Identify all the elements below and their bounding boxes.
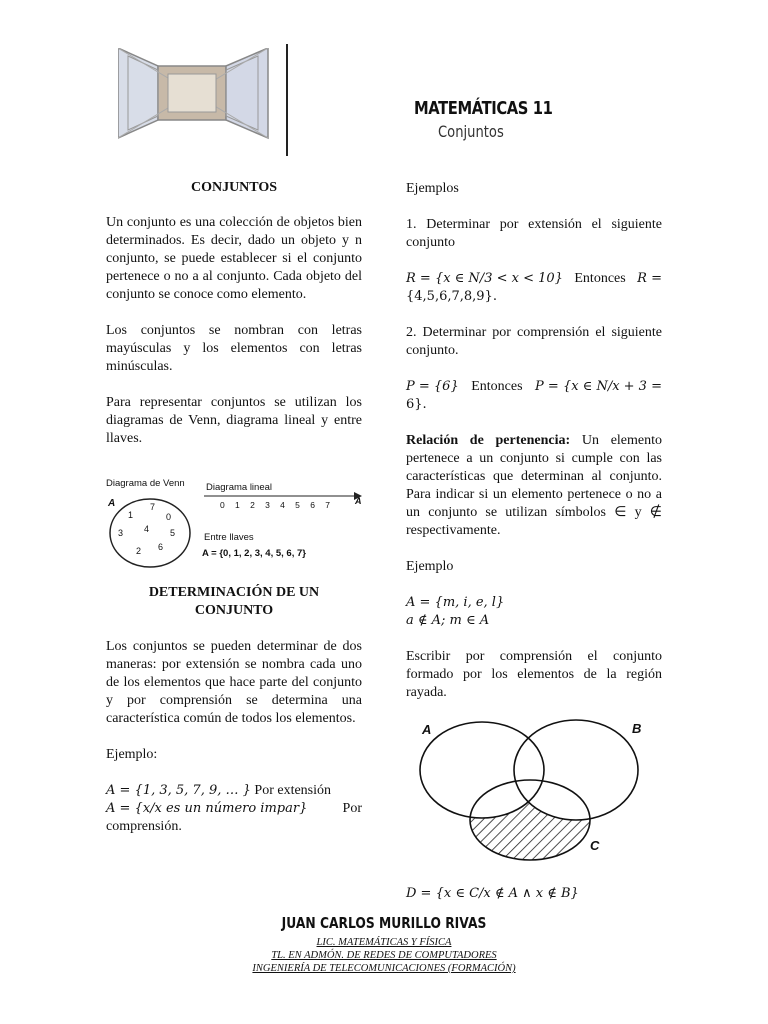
math-expression: R = bbox=[637, 271, 662, 286]
venn-three-sets-diagram bbox=[412, 712, 662, 862]
venn-label-a: A bbox=[422, 722, 432, 737]
venn-number: 1 bbox=[128, 510, 134, 520]
final-set-expression: D = {x ∈ C/x ∉ A ∧ x ∉ B} bbox=[406, 886, 579, 901]
example-extension bbox=[106, 782, 362, 800]
membership-text: Un elemento pertenece a un conjunto si cumple con las características que determinan al conjunto. Para indicar si un elemento pertenece o no a un conjunto se utilizan símbolos ∈ y ∉ respectivamente. bbox=[406, 433, 663, 538]
math-expression: P = {6} bbox=[406, 379, 459, 394]
paragraph-exercise: Escribir por comprensión el conjunto formado por los elementos de la región rayada. bbox=[406, 649, 662, 700]
venn-number: 4 bbox=[144, 524, 150, 534]
math-expression: 6}. bbox=[406, 397, 427, 412]
heading-line: CONJUNTO bbox=[194, 603, 274, 618]
venn-number: 5 bbox=[170, 528, 176, 538]
heading-line: DETERMINACIÓN DE UN bbox=[148, 585, 320, 600]
venn-title: Diagrama de Venn bbox=[106, 478, 185, 489]
logo-graphic bbox=[118, 48, 288, 156]
ejemplos-label: Ejemplos bbox=[406, 181, 459, 196]
author-name: JUAN CARLOS MURILLO RIVAS bbox=[281, 914, 487, 932]
lineal-number: 1 bbox=[235, 500, 240, 510]
lineal-number: 5 bbox=[295, 500, 300, 510]
venn-label-b: B bbox=[632, 721, 642, 736]
header-divider bbox=[286, 44, 288, 156]
venn-number: 2 bbox=[136, 546, 142, 556]
venn-label-c: C bbox=[590, 838, 600, 853]
left-column-lower bbox=[106, 584, 362, 836]
example-text: Entonces bbox=[471, 379, 523, 394]
venn-number: 7 bbox=[150, 502, 156, 512]
example-text: Por extensión bbox=[250, 783, 332, 798]
math-expression: A = {1, 3, 5, 7, 9, … } bbox=[106, 783, 251, 798]
paragraph-representation: Para representar conjuntos se utilizan los diagramas de Venn, diagrama lineal y entre llaves. bbox=[106, 395, 362, 446]
representation-figure bbox=[106, 478, 368, 570]
example-2-math bbox=[406, 378, 662, 396]
lineal-number: 2 bbox=[250, 500, 255, 510]
example-text: Por bbox=[342, 801, 362, 816]
membership-term: Relación de pertenencia: bbox=[406, 433, 571, 448]
venn-number: 3 bbox=[118, 528, 124, 538]
author-credential: TL. EN ADMÓN. DE REDES DE COMPUTADORES bbox=[271, 950, 497, 961]
lineal-number: 6 bbox=[310, 500, 315, 510]
lineal-label: A bbox=[355, 496, 362, 506]
paragraph-determination: Los conjuntos se pueden determinar de dos maneras: por extensión se nombra cada uno de los elementos que hace parte del conjunto y por comprensión se determina una característica común de todos los elementos. bbox=[106, 639, 362, 726]
math-expression: P = {x ∈ N/x + 3 = bbox=[535, 379, 662, 394]
section-heading-conjuntos: CONJUNTOS bbox=[190, 180, 278, 195]
example-text: Entonces bbox=[574, 271, 626, 286]
venn-number: 6 bbox=[158, 542, 164, 552]
right-column bbox=[406, 180, 662, 702]
page-subtitle: Conjuntos bbox=[438, 122, 504, 141]
ejemplo-label: Ejemplo bbox=[406, 559, 454, 574]
example-1-math bbox=[406, 270, 662, 288]
venn-number: 0 bbox=[166, 512, 172, 522]
llaves-title: Entre llaves bbox=[204, 532, 254, 543]
author-credential: LIC. MATEMÁTICAS Y FÍSICA bbox=[316, 937, 452, 948]
venn-label: A bbox=[108, 498, 116, 509]
math-expression: A = {m, i, e, l} bbox=[406, 595, 505, 610]
math-expression: {4,5,6,7,8,9}. bbox=[406, 289, 497, 304]
lineal-number: 4 bbox=[280, 500, 285, 510]
example-item-2: 2. Determinar por comprensión el siguiente conjunto. bbox=[406, 325, 662, 358]
llaves-set: A = {0, 1, 2, 3, 4, 5, 6, 7} bbox=[202, 548, 306, 559]
paragraph-definition: Un conjunto es una colección de objetos bien determinados. Es decir, dado un objeto y n conjunto, se puede establecer si el conjunto pertenece o no a al conjunto. Cada objeto del conjunto se conoce como elemento. bbox=[106, 215, 362, 302]
ejemplo-label: Ejemplo: bbox=[106, 747, 158, 762]
lineal-number: 3 bbox=[265, 500, 270, 510]
example-comprehension bbox=[106, 800, 362, 818]
section-heading-determinacion bbox=[106, 584, 362, 620]
paragraph-membership bbox=[406, 432, 662, 540]
example-text: comprensión. bbox=[106, 819, 182, 834]
lineal-numbers bbox=[220, 500, 330, 510]
left-column bbox=[106, 180, 362, 448]
math-expression: R = {x ∈ N/3 < x < 10} bbox=[406, 271, 563, 286]
author-credential: INGENIERÍA DE TELECOMUNICACIONES (FORMACIÓN) bbox=[252, 963, 516, 974]
math-expression: A = {x/x es un número impar} bbox=[106, 801, 308, 816]
lineal-number: 7 bbox=[325, 500, 330, 510]
page-title: MATEMÁTICAS 11 bbox=[414, 98, 553, 119]
paragraph-naming: Los conjuntos se nombran con letras mayúsculas y los elementos con letras minúsculas. bbox=[106, 323, 362, 374]
lineal-number: 0 bbox=[220, 500, 225, 510]
example-item-1: 1. Determinar por extensión el siguiente conjunto bbox=[406, 217, 662, 250]
math-expression: a ∉ A; m ∈ A bbox=[406, 613, 490, 628]
lineal-title: Diagrama lineal bbox=[206, 482, 273, 493]
